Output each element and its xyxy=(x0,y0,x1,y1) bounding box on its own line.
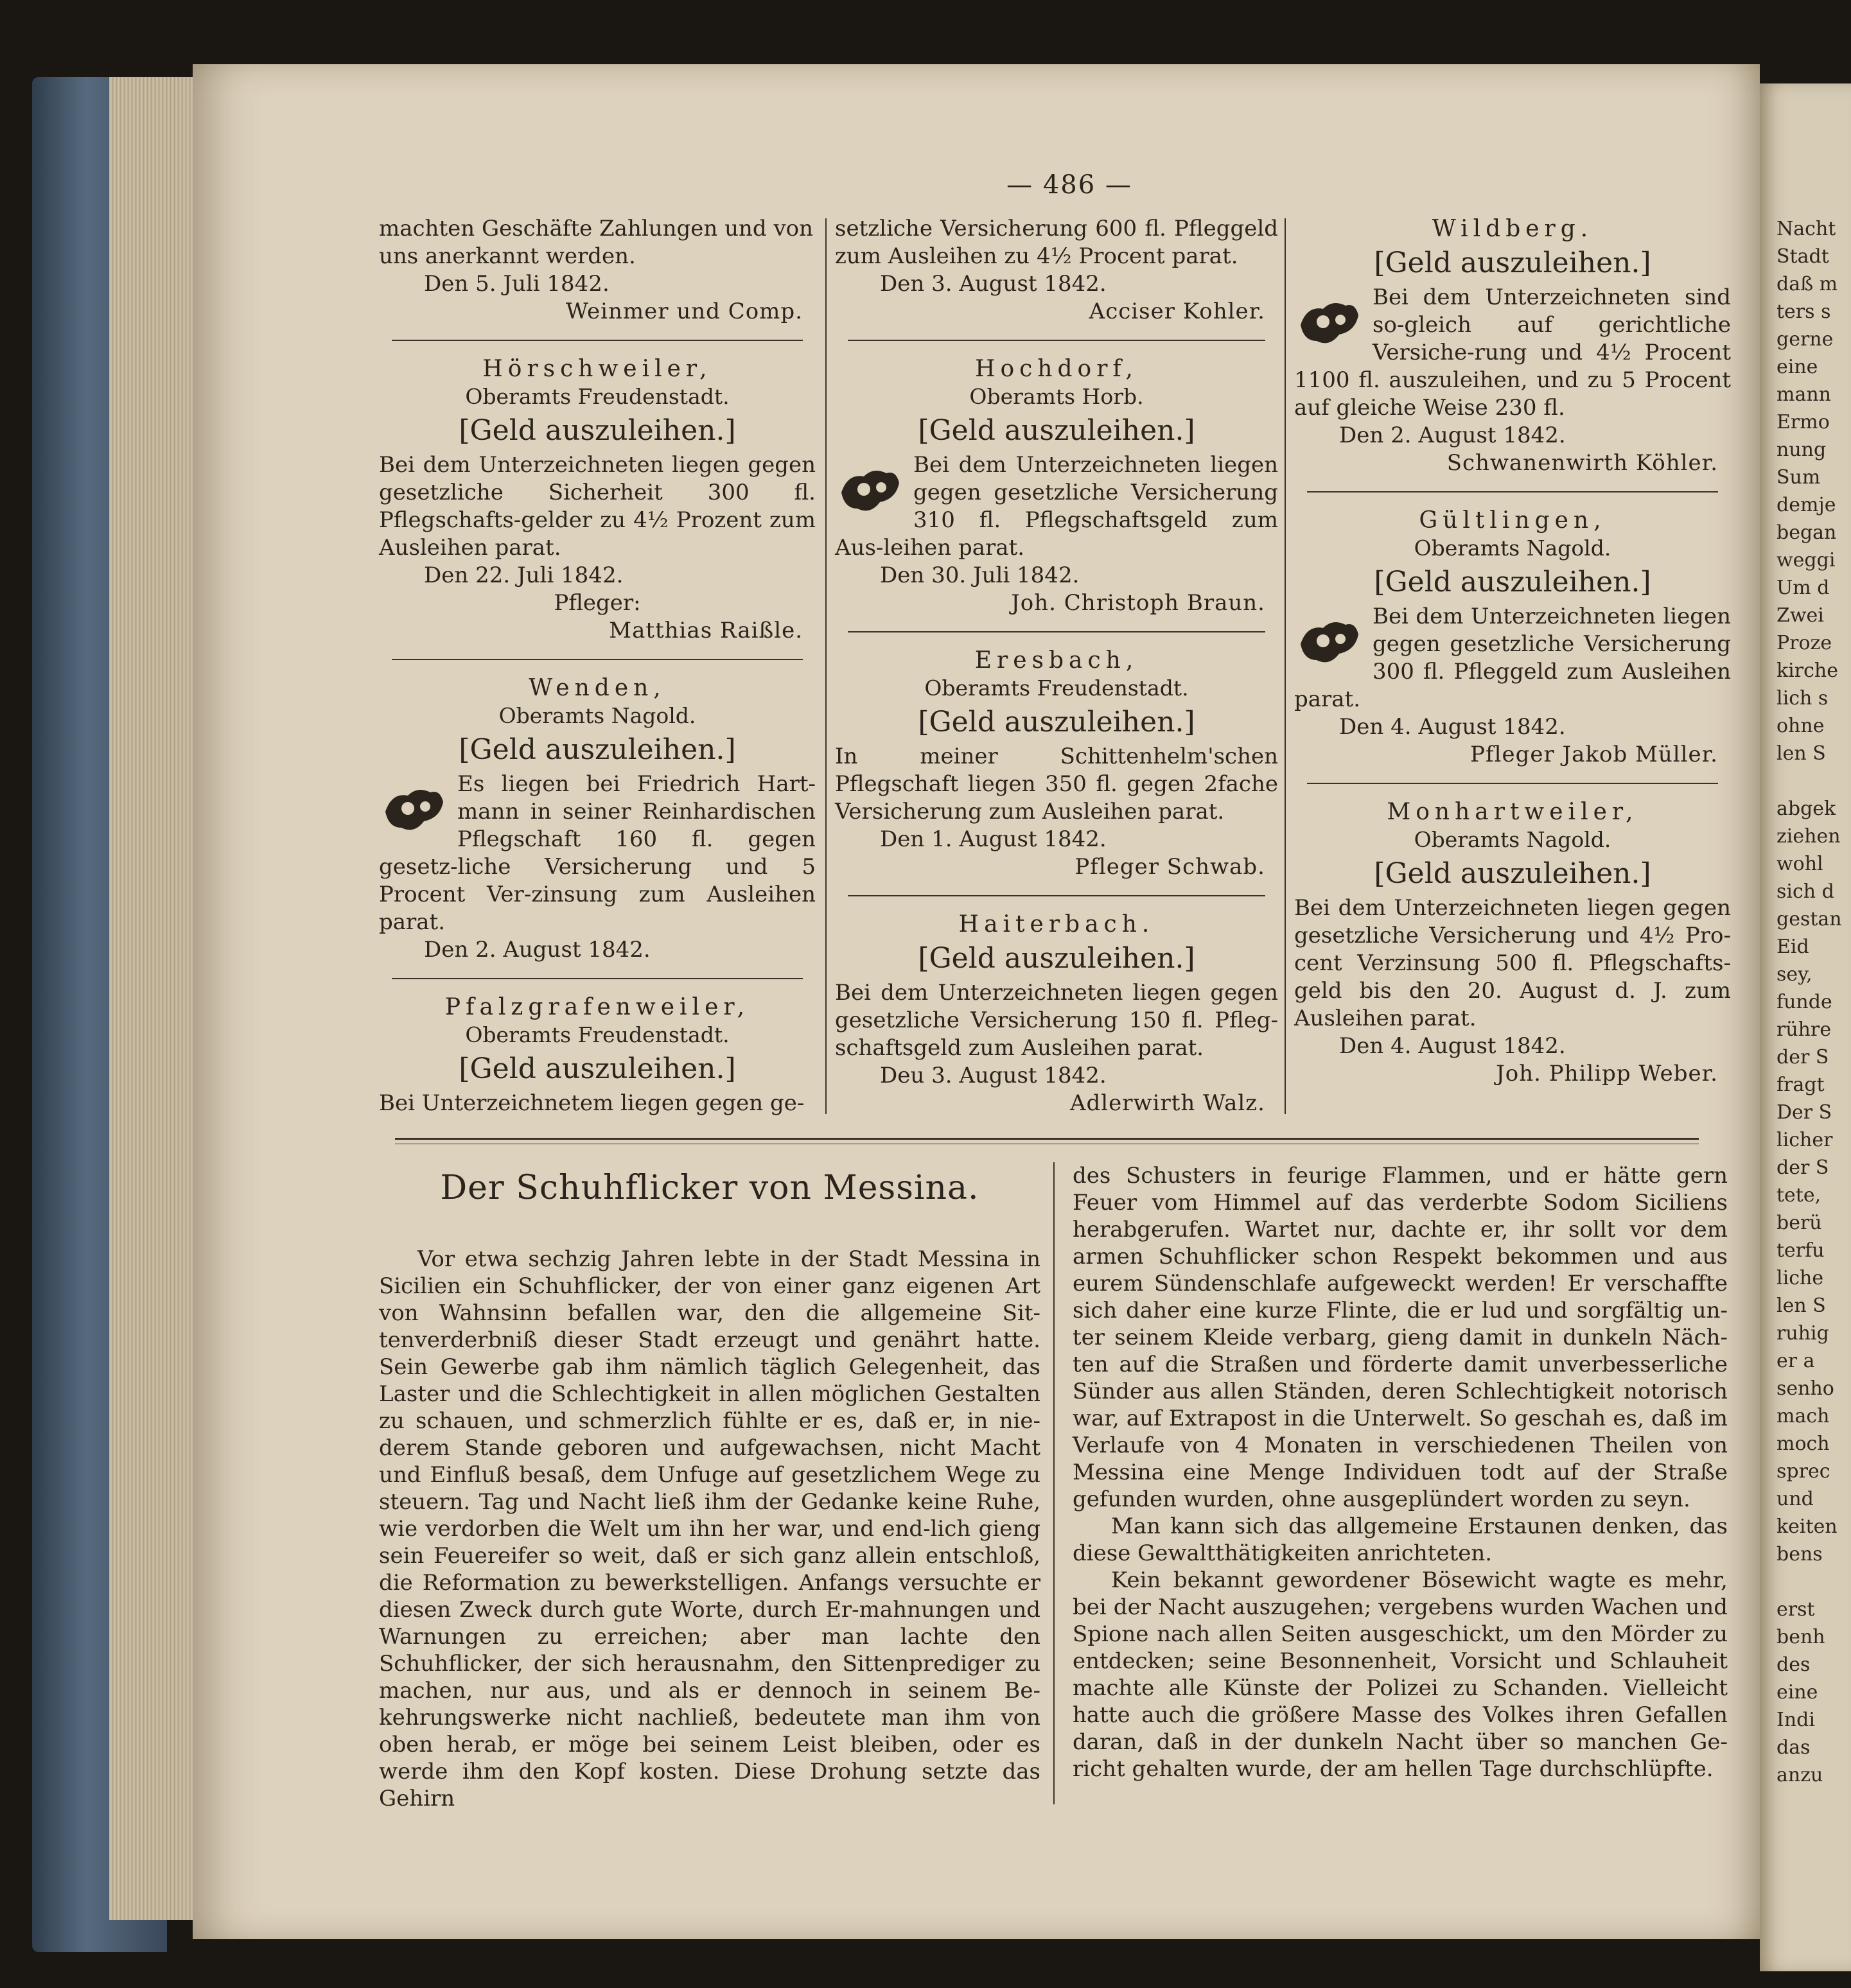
pointing-hand-icon xyxy=(1294,286,1365,351)
ad-date: Den 2. August 1842. xyxy=(1339,423,1566,448)
facing-page-line: mach xyxy=(1776,1405,1830,1427)
facing-page-line: Zwei xyxy=(1776,604,1824,627)
separator xyxy=(848,340,1265,341)
ad-district: Oberamts Freudenstadt. xyxy=(465,1022,730,1047)
facing-page-line xyxy=(1776,1568,1851,1596)
lead-signature: Weinmer und Comp. xyxy=(565,299,803,324)
facing-page-line: keiten xyxy=(1776,1515,1838,1538)
facing-page-line: bens xyxy=(1776,1543,1823,1565)
ad-district: Oberamts Nagold. xyxy=(1414,827,1611,852)
facing-page-line: Stadt xyxy=(1776,245,1829,268)
ad-signature: Schwanenwirth Köhler. xyxy=(1446,450,1718,476)
facing-page-line: der S xyxy=(1776,1156,1829,1179)
facing-page-line: daß m xyxy=(1776,273,1838,295)
facing-page-line: nung xyxy=(1776,439,1827,461)
ad-signature: Pfleger Jakob Müller. xyxy=(1470,742,1718,767)
ad-place: Monhartweiler, xyxy=(1387,799,1638,825)
facing-page-line: terfu xyxy=(1776,1239,1825,1262)
ad-body: Bei dem Unterzeichneten liegen gegen gesetzliche Versicherung 310 fl. Pflegschaftsgeld zum Aus-leihen parat. xyxy=(835,452,1278,561)
facing-page-line: demje xyxy=(1776,494,1836,516)
ad-signature: Adlerwirth Walz. xyxy=(1069,1090,1265,1116)
pointing-hand-icon xyxy=(1294,606,1365,670)
ad-pfalzgrafenweiler xyxy=(379,993,816,1117)
ad-date: Deu 3. August 1842. xyxy=(880,1063,1107,1088)
facing-page-line: ters s xyxy=(1776,301,1831,323)
facing-page-line: ruhig xyxy=(1776,1322,1829,1345)
ads-column-1 xyxy=(379,215,816,1117)
ad-body: Bei dem Unterzeichneten liegen gegen gesetzliche Versicherung 150 fl. Pfleg-schaftsgeld zum Ausleihen parat. xyxy=(835,980,1278,1061)
facing-page-line: len S xyxy=(1776,742,1826,765)
facing-page-text xyxy=(1760,83,1851,1789)
story-paragraph: des Schusters in feurige Flammen, und er hätte gern Feuer vom Himmel auf das verderbte Sodom Siciliens herabgerufen. Wartet nur, dachte er, ihr sollt vor dem armen Schuhflicker schon Respekt bekommen und aus eurem Sündenschlafe aufgeweckt werden! Er verschaffte sich daher eine kurze Flinte, die er lud und sorgfältig un-ter seinem Kleide verbarg, gieng damit in dunkeln Näch-ten auf die Straßen und förderte damit unverbesserliche Sünder aus allen Ständen, deren Schlechtigkeit notorisch war, auf Extrapost in die Unterwelt. So geschah es, daß im Verlaufe von 4 Monaten in verschiedenen Theilen von Messina eine Menge Individuen todt auf der Straße gefunden wurden, ohne ausgeplündert worden zu seyn. xyxy=(1073,1163,1728,1512)
ad-date: Den 1. August 1842. xyxy=(880,826,1107,852)
ad-body: Bei Unterzeichnetem liegen gegen ge- xyxy=(379,1090,805,1116)
ad-heading: [Geld auszuleihen.] xyxy=(459,1052,736,1085)
ad-hochdorf xyxy=(835,355,1278,617)
facing-page-line: rühre xyxy=(1776,1018,1832,1041)
separator xyxy=(392,978,803,979)
pointing-hand-icon xyxy=(835,454,906,518)
facing-page-line: und xyxy=(1776,1488,1814,1510)
ad-date: Den 4. August 1842. xyxy=(1339,1033,1566,1059)
column-rule-1 xyxy=(825,218,827,1114)
pointing-hand-icon xyxy=(379,773,450,837)
ad-district: Oberamts Horb. xyxy=(969,384,1144,409)
ad-place: Wildberg. xyxy=(1432,216,1593,242)
ad-signature: Joh. Christoph Braun. xyxy=(1011,590,1265,616)
ad-place: Eresbach, xyxy=(974,647,1139,674)
ad-signature-title: Pfleger: xyxy=(554,590,641,616)
separator xyxy=(848,631,1265,632)
lead-signature: Acciser Kohler. xyxy=(1089,299,1265,324)
facing-page-line: lich s xyxy=(1776,687,1829,710)
ad-heading: [Geld auszuleihen.] xyxy=(918,414,1195,447)
facing-page-line: fragt xyxy=(1776,1074,1825,1096)
ad-hoerschweiler xyxy=(379,355,816,645)
story-column-left xyxy=(379,1162,1040,1812)
ads-column-3 xyxy=(1294,215,1731,1088)
facing-page-line: wohl xyxy=(1776,853,1823,875)
facing-page-line: began xyxy=(1776,521,1837,544)
section-divider xyxy=(395,1138,1699,1144)
lead-date: Den 5. Juli 1842. xyxy=(424,271,610,297)
ad-haiterbach xyxy=(835,911,1278,1117)
facing-page-line: gestan xyxy=(1776,908,1842,930)
facing-page-line: tete, xyxy=(1776,1184,1821,1207)
ad-wildberg xyxy=(1294,215,1731,477)
ad-date: Den 30. Juli 1842. xyxy=(880,562,1080,588)
ad-body: Bei dem Unterzeichneten liegen gegen gesetzliche Sicherheit 300 fl. Pflegschafts-gelder zu 4½ Prozent zum Ausleihen parat. xyxy=(379,452,816,561)
facing-page-line: das xyxy=(1776,1736,1811,1759)
story-title: Der Schuhflicker von Messina. xyxy=(440,1169,979,1207)
ad-body: Es liegen bei Friedrich Hart-mann in seiner Reinhardischen Pflegschaft 160 fl. gegen gesetz-liche Versicherung und 5 Procent Ver-zinsung zum Ausleihen parat. xyxy=(379,771,816,935)
separator xyxy=(1307,783,1718,784)
story-paragraph: Man kann sich das allgemeine Erstaunen denken, das diese Gewaltthätigkeiten anrichteten. xyxy=(1073,1513,1728,1566)
facing-page-line: berü xyxy=(1776,1212,1822,1234)
facing-page-line: kirche xyxy=(1776,659,1838,682)
ad-monhartweiler xyxy=(1294,798,1731,1088)
facing-page-line: licher xyxy=(1776,1129,1833,1151)
ad-body: In meiner Schittenhelm'schen Pflegschaft liegen 350 fl. gegen 2fache Versicherung zum Ausleihen parat. xyxy=(835,744,1278,824)
ad-heading: [Geld auszuleihen.] xyxy=(459,733,736,766)
ad-heading: [Geld auszuleihen.] xyxy=(459,414,736,447)
facing-page-line: liche xyxy=(1776,1267,1824,1289)
separator xyxy=(848,895,1265,896)
facing-page-line: len S xyxy=(1776,1295,1826,1317)
ad-district: Oberamts Nagold. xyxy=(498,703,696,728)
story-paragraph: Kein bekannt gewordener Bösewicht wagte es mehr, bei der Nacht auszugehen; vergebens wurden Wachen und Spione nach allen Seiten ausgeschickt, um den Mörder zu entdecken; seine Besonnenheit, Vorsicht und Schlauheit machte alle Künste der Polizei zu Schanden. Vielleicht hatte auch die größere Masse des Volkes ihren Gefallen daran, daß in der dunkeln Nacht über so manchen Ge-richt gehalten wurde, der am hellen Tage durchschlüpfte. xyxy=(1073,1567,1728,1782)
ad-date: Den 4. August 1842. xyxy=(1339,714,1566,740)
ad-body: Bei dem Unterzeichneten sind so-gleich auf gerichtliche Versiche-rung und 4½ Procent 1100 fl. auszuleihen, und zu 5 Procent auf gleiche Weise 230 fl. xyxy=(1294,284,1731,421)
separator xyxy=(392,659,803,660)
facing-page-line: Sum xyxy=(1776,466,1821,489)
facing-page-line: gerne xyxy=(1776,328,1834,351)
lead-text-line-1: machten Geschäfte Zahlungen und von xyxy=(379,216,814,241)
ad-eresbach xyxy=(835,647,1278,881)
ad-heading: [Geld auszuleihen.] xyxy=(1374,566,1651,598)
facing-page-line xyxy=(1776,767,1851,795)
separator xyxy=(1307,491,1718,493)
facing-page-line: senho xyxy=(1776,1377,1834,1400)
ad-heading: [Geld auszuleihen.] xyxy=(918,706,1195,738)
facing-page-line: anzu xyxy=(1776,1764,1823,1786)
page-number: — 486 — xyxy=(1006,170,1132,200)
facing-page-line: sich d xyxy=(1776,880,1834,903)
story-column-rule xyxy=(1053,1162,1055,1804)
ad-heading: [Geld auszuleihen.] xyxy=(918,942,1195,975)
ad-place: Wenden, xyxy=(529,675,666,701)
lead-text-line-2: uns anerkannt werden. xyxy=(379,243,636,269)
facing-page-line: ziehen xyxy=(1776,825,1841,848)
ad-heading: [Geld auszuleihen.] xyxy=(1374,857,1651,890)
ad-date: Den 2. August 1842. xyxy=(424,937,651,963)
ad-signature: Matthias Raißle. xyxy=(609,618,803,643)
facing-page-line: moch xyxy=(1776,1433,1830,1455)
story-paragraph: Vor etwa sechzig Jahren lebte in der Stadt Messina in Sicilien ein Schuhflicker, der von einer ganz eigenen Art von Wahnsinn befallen war, den die allgemeine Sit-tenverderbniß dieser Stadt erzeugt und genährt hatte. Sein Gewerbe gab ihm nämlich täglich Gelegenheit, das Laster und die Schlechtigkeit in allen möglichen Gestalten zu schauen, und schmerzlich fühlte er es, daß er, in nie-derem Stande geboren und aufgewachsen, nicht Macht und Einfluß besaß, dem Unfuge auf gesetzlichem Wege zu steuern. Tag und Nacht ließ ihm der Gedanke keine Ruhe, wie verdorben die Welt um ihn her war, und end-lich gieng sein Feuereifer so weit, daß er sich ganz allein entschloß, die Reformation zu bewerkstelligen. Anfangs versuchte er diesen Zweck durch gute Worte, durch Er-mahnungen und Warnungen zu erreichen; aber man lachte den Schuhflicker, der sich herausnahm, den Sittenprediger zu machen, nur aus, und als er dennoch in seinem Be-kehrungswerke nicht nachließ, bedeutete man ihm von oben herab, er möge bei seinem Leist bleiben, oder es werde ihm den Kopf kosten. Diese Drohung setzte das Gehirn xyxy=(379,1246,1040,1811)
ad-place: Hörschweiler, xyxy=(482,356,712,382)
facing-page-line: ohne xyxy=(1776,715,1825,737)
facing-page-line: sprec xyxy=(1776,1460,1830,1483)
ads-column-2 xyxy=(835,215,1278,1117)
facing-page-line: Ermo xyxy=(1776,411,1830,433)
ad-signature: Joh. Philipp Weber. xyxy=(1496,1061,1718,1086)
ad-body: Bei dem Unterzeichneten liegen gegen gesetzliche Versicherung 300 fl. Pfleggeld zum Ausleihen parat. xyxy=(1294,604,1731,712)
ad-heading: [Geld auszuleihen.] xyxy=(1374,247,1651,279)
facing-page-line: Proze xyxy=(1776,632,1832,654)
facing-page-line: Eid xyxy=(1776,936,1809,958)
ad-place: Gültlingen, xyxy=(1419,507,1606,534)
ad-district: Oberamts Freudenstadt. xyxy=(465,384,730,409)
facing-page-line: er a xyxy=(1776,1350,1815,1372)
story-column-right xyxy=(1073,1162,1728,1783)
facing-page-line: Um d xyxy=(1776,577,1830,599)
ad-wenden xyxy=(379,674,816,964)
facing-page-line: benh xyxy=(1776,1626,1825,1648)
facing-page-line: weggi xyxy=(1776,549,1836,571)
facing-page-line: funde xyxy=(1776,991,1832,1013)
facing-page-line: Indi xyxy=(1776,1709,1815,1731)
facing-page-line: sey, xyxy=(1776,963,1812,986)
lead-date: Den 3. August 1842. xyxy=(880,271,1107,297)
facing-page-line: eine xyxy=(1776,1681,1818,1704)
facing-page-line: Der S xyxy=(1776,1101,1832,1124)
ad-district: Oberamts Nagold. xyxy=(1414,536,1611,561)
ad-place: Hochdorf, xyxy=(975,356,1138,382)
column-rule-2 xyxy=(1285,218,1286,1114)
facing-page-line: eine xyxy=(1776,356,1818,378)
ad-place: Haiterbach. xyxy=(958,911,1155,937)
facing-page-line: mann xyxy=(1776,383,1831,406)
facing-page-line: erst xyxy=(1776,1598,1815,1621)
ad-date: Den 22. Juli 1842. xyxy=(424,562,624,588)
facing-page-line: Nacht xyxy=(1776,218,1836,240)
ad-signature: Pfleger Schwab. xyxy=(1075,854,1265,880)
separator xyxy=(392,340,803,341)
ad-district: Oberamts Freudenstadt. xyxy=(924,676,1189,701)
facing-page xyxy=(1760,83,1851,1971)
lead-text: setzliche Versicherung 600 fl. Pfleggeld zum Ausleihen zu 4½ Procent parat. xyxy=(835,216,1278,269)
facing-page-line: abgek xyxy=(1776,798,1836,820)
ad-gueltlingen xyxy=(1294,507,1731,769)
ad-place: Pfalzgrafenweiler, xyxy=(444,994,750,1020)
facing-page-line: der S xyxy=(1776,1046,1829,1068)
facing-page-line: des xyxy=(1776,1653,1811,1676)
ad-body: Bei dem Unterzeichneten liegen gegen gesetzliche Versicherung und 4½ Pro-cent Verzinsung 500 fl. Pflegschafts-geld bis den 20. August d. J. zum Ausleihen parat. xyxy=(1294,895,1731,1031)
